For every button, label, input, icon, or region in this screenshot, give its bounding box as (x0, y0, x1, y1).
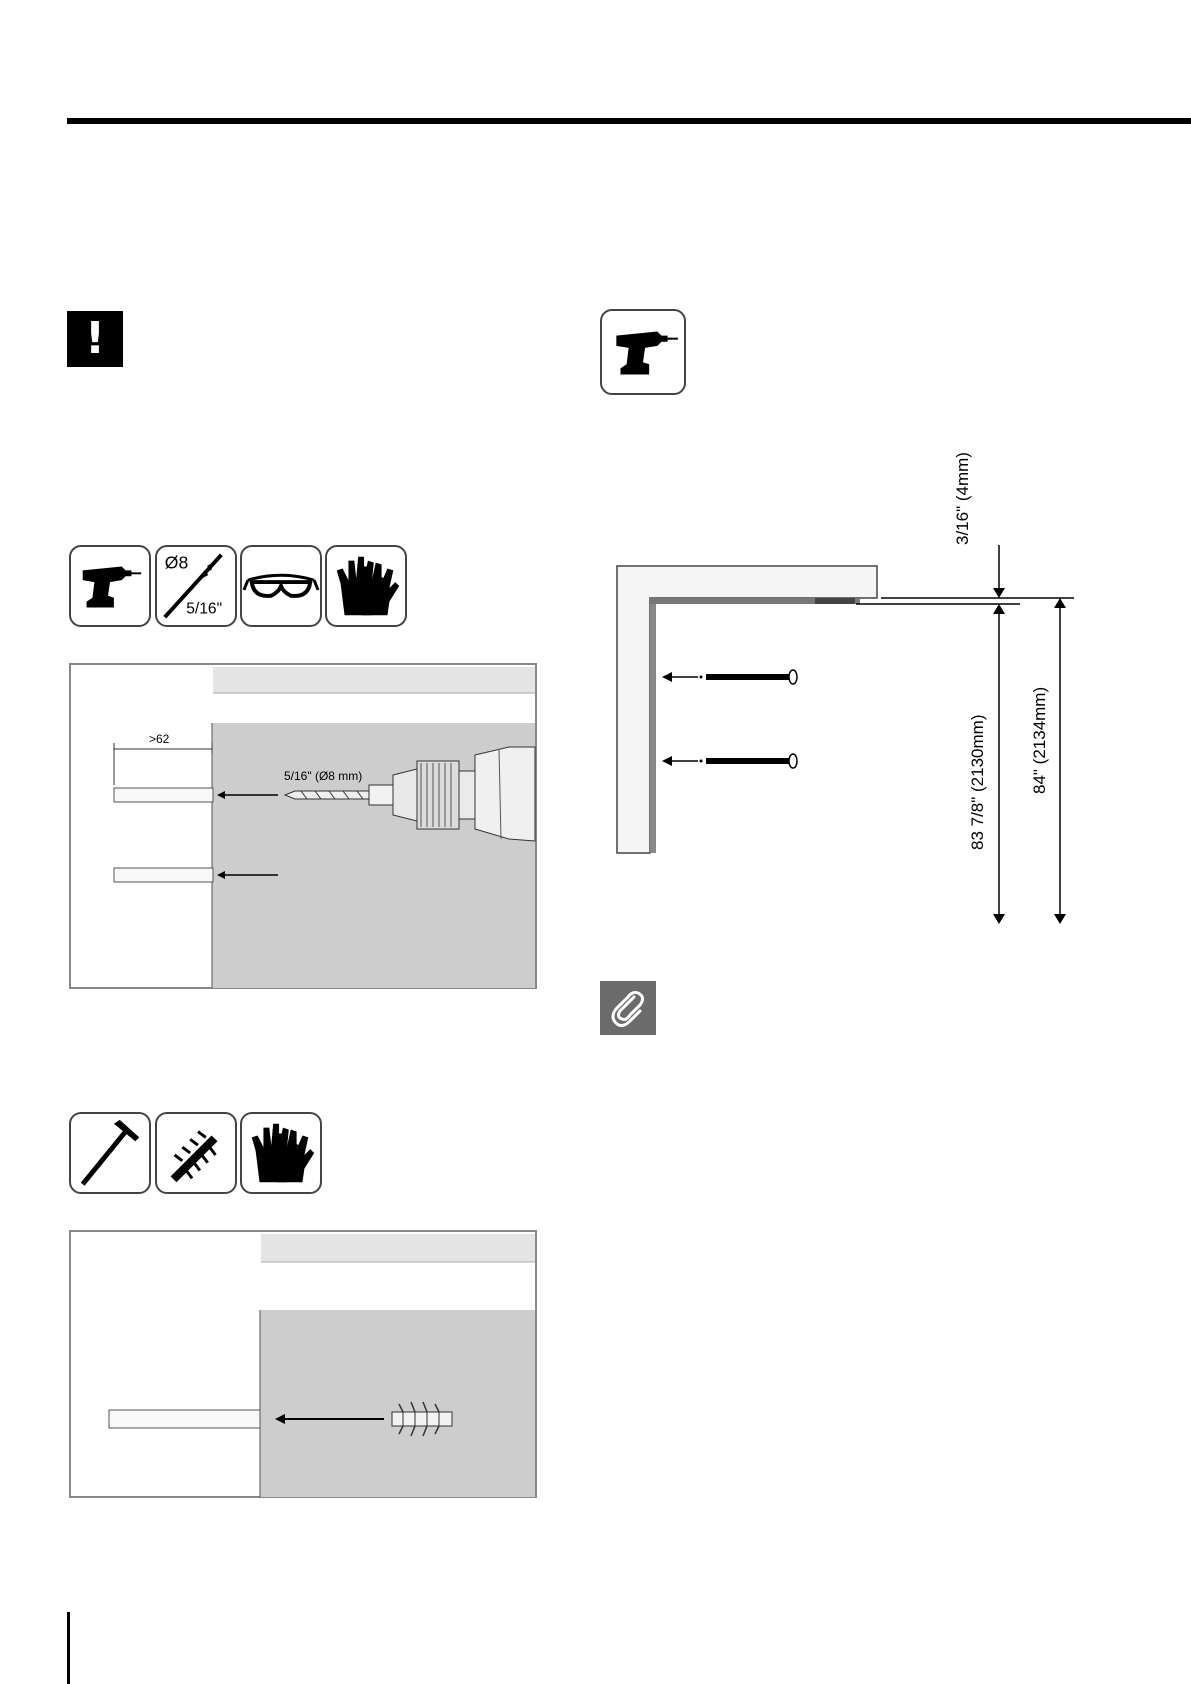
wall-plug-icon (155, 1112, 237, 1194)
bit-size-imperial: 5/16" (186, 600, 223, 618)
bit-size-metric: Ø8 (164, 552, 189, 573)
hammer-icon (69, 1112, 151, 1194)
height-diagram (600, 430, 1080, 935)
distance-label: >62 (149, 732, 170, 746)
header-rule (67, 118, 1191, 124)
warning-icon: ! (67, 311, 123, 367)
drilling-diagram (69, 663, 539, 991)
safety-glasses-icon (240, 545, 322, 627)
gap-label: 3/16" (4mm) (953, 452, 972, 545)
gloves-icon (325, 545, 407, 627)
inner-height-label: 83 7/8" (2130mm) (968, 714, 987, 850)
drill-icon (69, 545, 151, 627)
outer-height-label: 84" (2134mm) (1030, 686, 1049, 794)
bit-label: 5/16" (Ø8 mm) (284, 769, 363, 783)
wall-plug-diagram (69, 1230, 539, 1500)
margin-rule (67, 1612, 70, 1684)
paperclip-icon (600, 981, 656, 1035)
drill-bit-icon (155, 545, 237, 627)
gloves-icon (240, 1112, 322, 1194)
drill-icon (600, 309, 686, 395)
